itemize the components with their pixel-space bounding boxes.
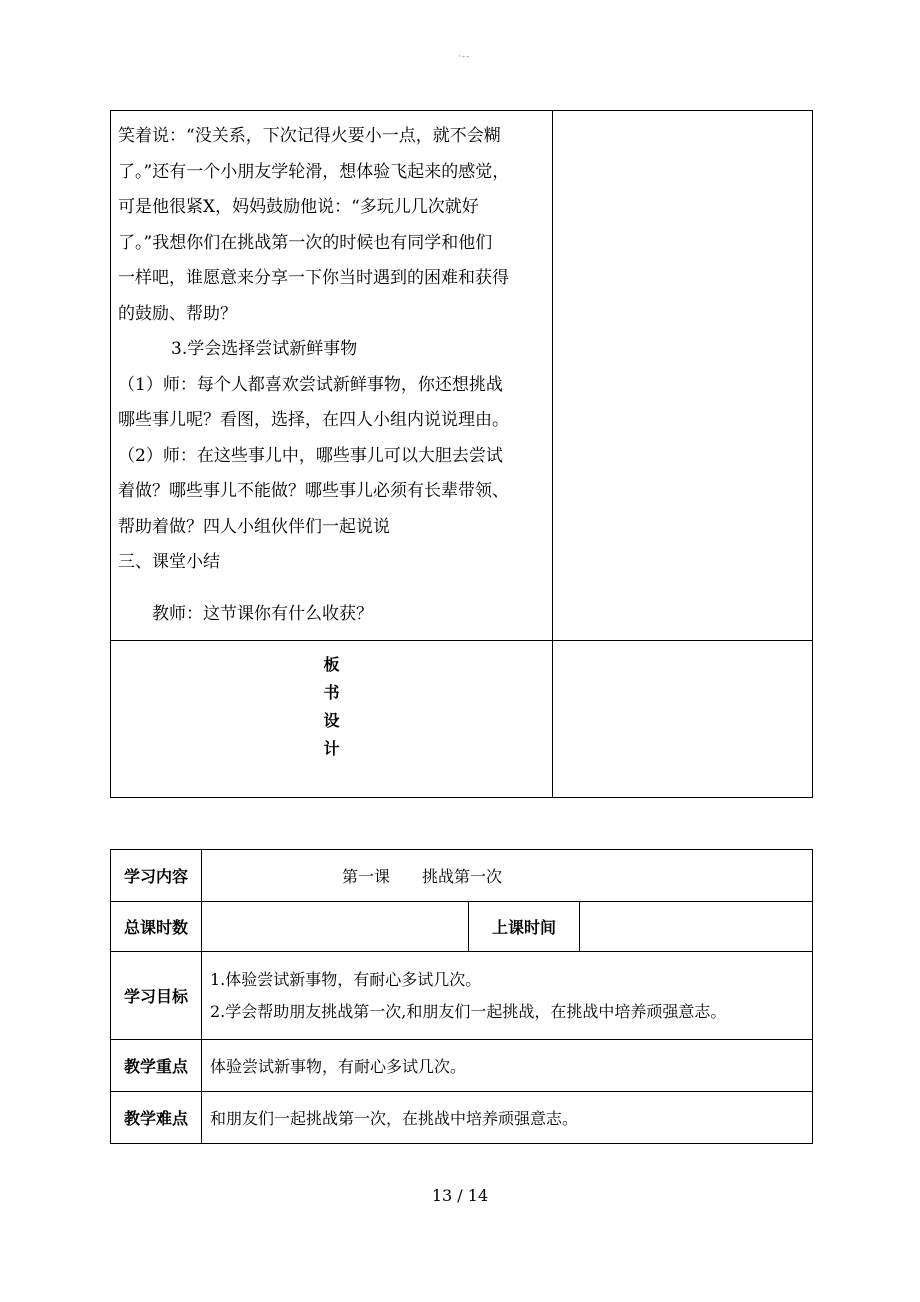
section-3-title: 3.学会选择尝试新鲜事物 — [171, 339, 358, 359]
goal-label: 学习目标 — [111, 952, 202, 1040]
content-value: 第一课 挑战第一次 — [202, 850, 813, 902]
process-content-cell — [111, 111, 553, 641]
goal-line: 1.体验尝试新事物，有耐心多试几次。 — [210, 969, 482, 989]
board-label-char: 计 — [323, 739, 340, 758]
body-line: 了。”还有一个小朋友学轮滑，想体验飞起来的感觉， — [118, 161, 510, 182]
body-line: 了。”我想你们在挑战第一次的时候也有同学和他们 — [118, 232, 493, 253]
item-2-line: （2）师：在这些事儿中，哪些事儿可以大胆去尝试 — [118, 445, 503, 466]
goal-line: 2.学会帮助朋友挑战第一次,和朋友们一起挑战，在挑战中培养顽强意志。 — [210, 1001, 727, 1021]
goal-value — [202, 952, 813, 1040]
lesson-process-table — [110, 110, 813, 798]
board-design-content — [553, 641, 813, 798]
body-line: 笑着说：“没关系，下次记得火要小一点，就不会糊 — [118, 126, 501, 146]
body-line: 的鼓励、帮助？ — [118, 303, 237, 324]
hours-value — [202, 902, 469, 952]
body-line: 一样吧，谁愿意来分享一下你当时遇到的困难和获得 — [118, 268, 509, 288]
difficulty-value: 和朋友们一起挑战第一次，在挑战中培养顽强意志。 — [202, 1092, 813, 1144]
notes-cell — [553, 111, 813, 641]
board-label-char: 设 — [323, 711, 340, 730]
time-value — [580, 902, 813, 952]
difficulty-label: 教学难点 — [111, 1092, 202, 1144]
board-label-char: 板 — [323, 655, 340, 674]
item-2-line: 着做？哪些事儿不能做？哪些事儿必须有长辈带领、 — [118, 481, 509, 501]
summary-text: 教师：这节课你有什么收获？ — [152, 603, 373, 624]
item-2-line: 帮助着做？四人小组伙伴们一起说说 — [118, 516, 390, 537]
key-point-value: 体验尝试新事物，有耐心多试几次。 — [202, 1040, 813, 1092]
page-number: 13 / 14 — [431, 1186, 489, 1205]
time-label: 上课时间 — [469, 902, 580, 952]
summary-title: 三、课堂小结 — [118, 552, 220, 572]
key-point-label: 教学重点 — [111, 1040, 202, 1092]
item-1-line: 哪些事儿呢？看图，选择，在四人小组内说说理由。 — [118, 410, 509, 430]
body-line: 可是他很紧X，妈妈鼓励他说：“多玩儿几次就好 — [118, 197, 479, 217]
board-design-label — [111, 641, 553, 798]
content-label: 学习内容 — [111, 850, 202, 902]
item-1-line: （1）师：每个人都喜欢尝试新鲜事物，你还想挑战 — [118, 374, 503, 395]
board-label-char: 书 — [323, 683, 340, 702]
header-mark: ·-- — [458, 52, 471, 62]
lesson-info-table — [110, 849, 813, 1144]
hours-label: 总课时数 — [111, 902, 202, 952]
